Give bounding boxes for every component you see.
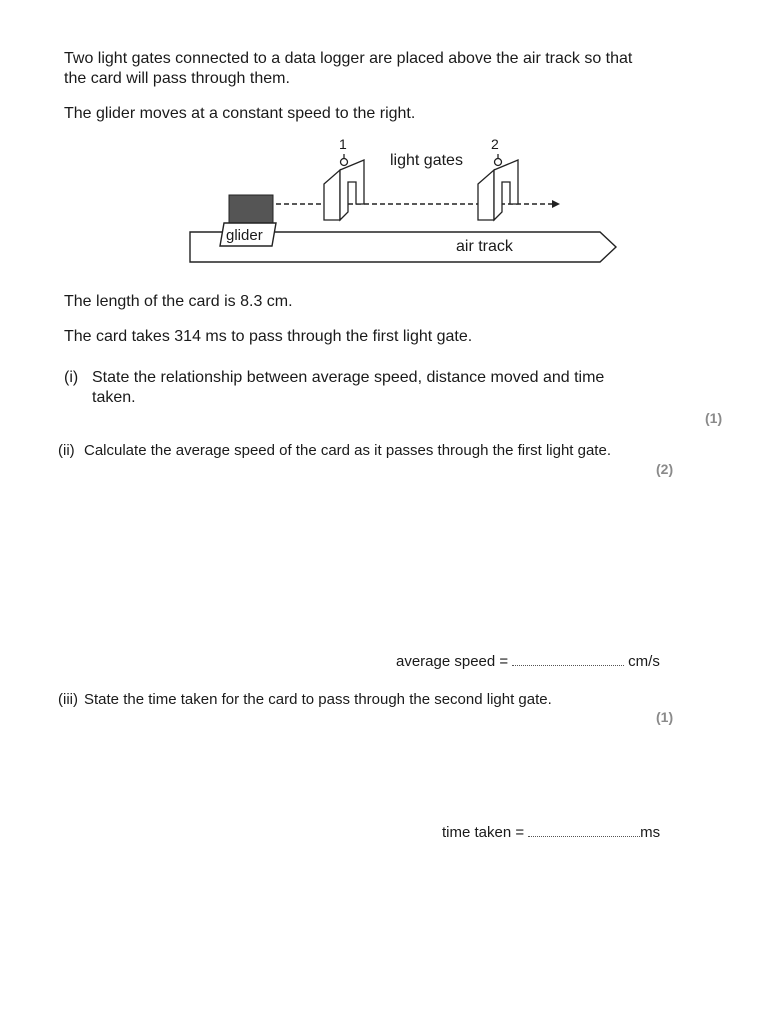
intro-line-2: the card will pass through them.	[64, 70, 290, 87]
time-taken-answer-line	[442, 823, 660, 843]
question-ii-marks: (2)	[656, 461, 674, 477]
question-i-line-2: taken.	[92, 389, 136, 406]
time-taken-unit: ms	[640, 824, 661, 841]
gate-1-number: 1	[339, 136, 347, 152]
direction-arrowhead	[552, 200, 560, 208]
light-gates-label: light gates	[390, 152, 463, 169]
question-ii-text: Calculate the average speed of the card as it passes through the first light gate.	[84, 442, 611, 459]
average-speed-answer-line	[396, 652, 660, 672]
question-iii-marks: (1)	[656, 709, 674, 725]
card-length-statement: The length of the card is 8.3 cm.	[64, 293, 293, 310]
question-iii-text: State the time taken for the card to pass through the second light gate.	[84, 691, 552, 708]
first-gate-time-statement: The card takes 314 ms to pass through the first light gate.	[64, 328, 473, 345]
average-speed-label: average speed =	[396, 653, 509, 670]
question-i-number: (i)	[64, 369, 79, 386]
glider-label: glider	[226, 227, 263, 244]
light-gates-diagram	[180, 134, 620, 266]
question-ii-number: (ii)	[58, 442, 75, 459]
intro-line-1: Two light gates connected to a data logger are placed above the air track so that	[64, 50, 633, 67]
question-i-line-1: State the relationship between average speed, distance moved and time	[92, 369, 605, 386]
average-speed-answer-space[interactable]	[512, 653, 624, 666]
question-iii-number: (iii)	[58, 691, 78, 708]
time-taken-label: time taken =	[442, 824, 525, 841]
glider-block	[229, 195, 273, 223]
air-track-label: air track	[456, 238, 513, 255]
time-taken-answer-space[interactable]	[528, 824, 640, 837]
average-speed-unit: cm/s	[628, 653, 660, 670]
gate-2-number: 2	[491, 136, 499, 152]
motion-statement: The glider moves at a constant speed to the right.	[64, 105, 416, 122]
question-i-marks: (1)	[705, 410, 723, 426]
light-gate-2	[478, 154, 518, 220]
light-gate-1	[324, 154, 364, 220]
